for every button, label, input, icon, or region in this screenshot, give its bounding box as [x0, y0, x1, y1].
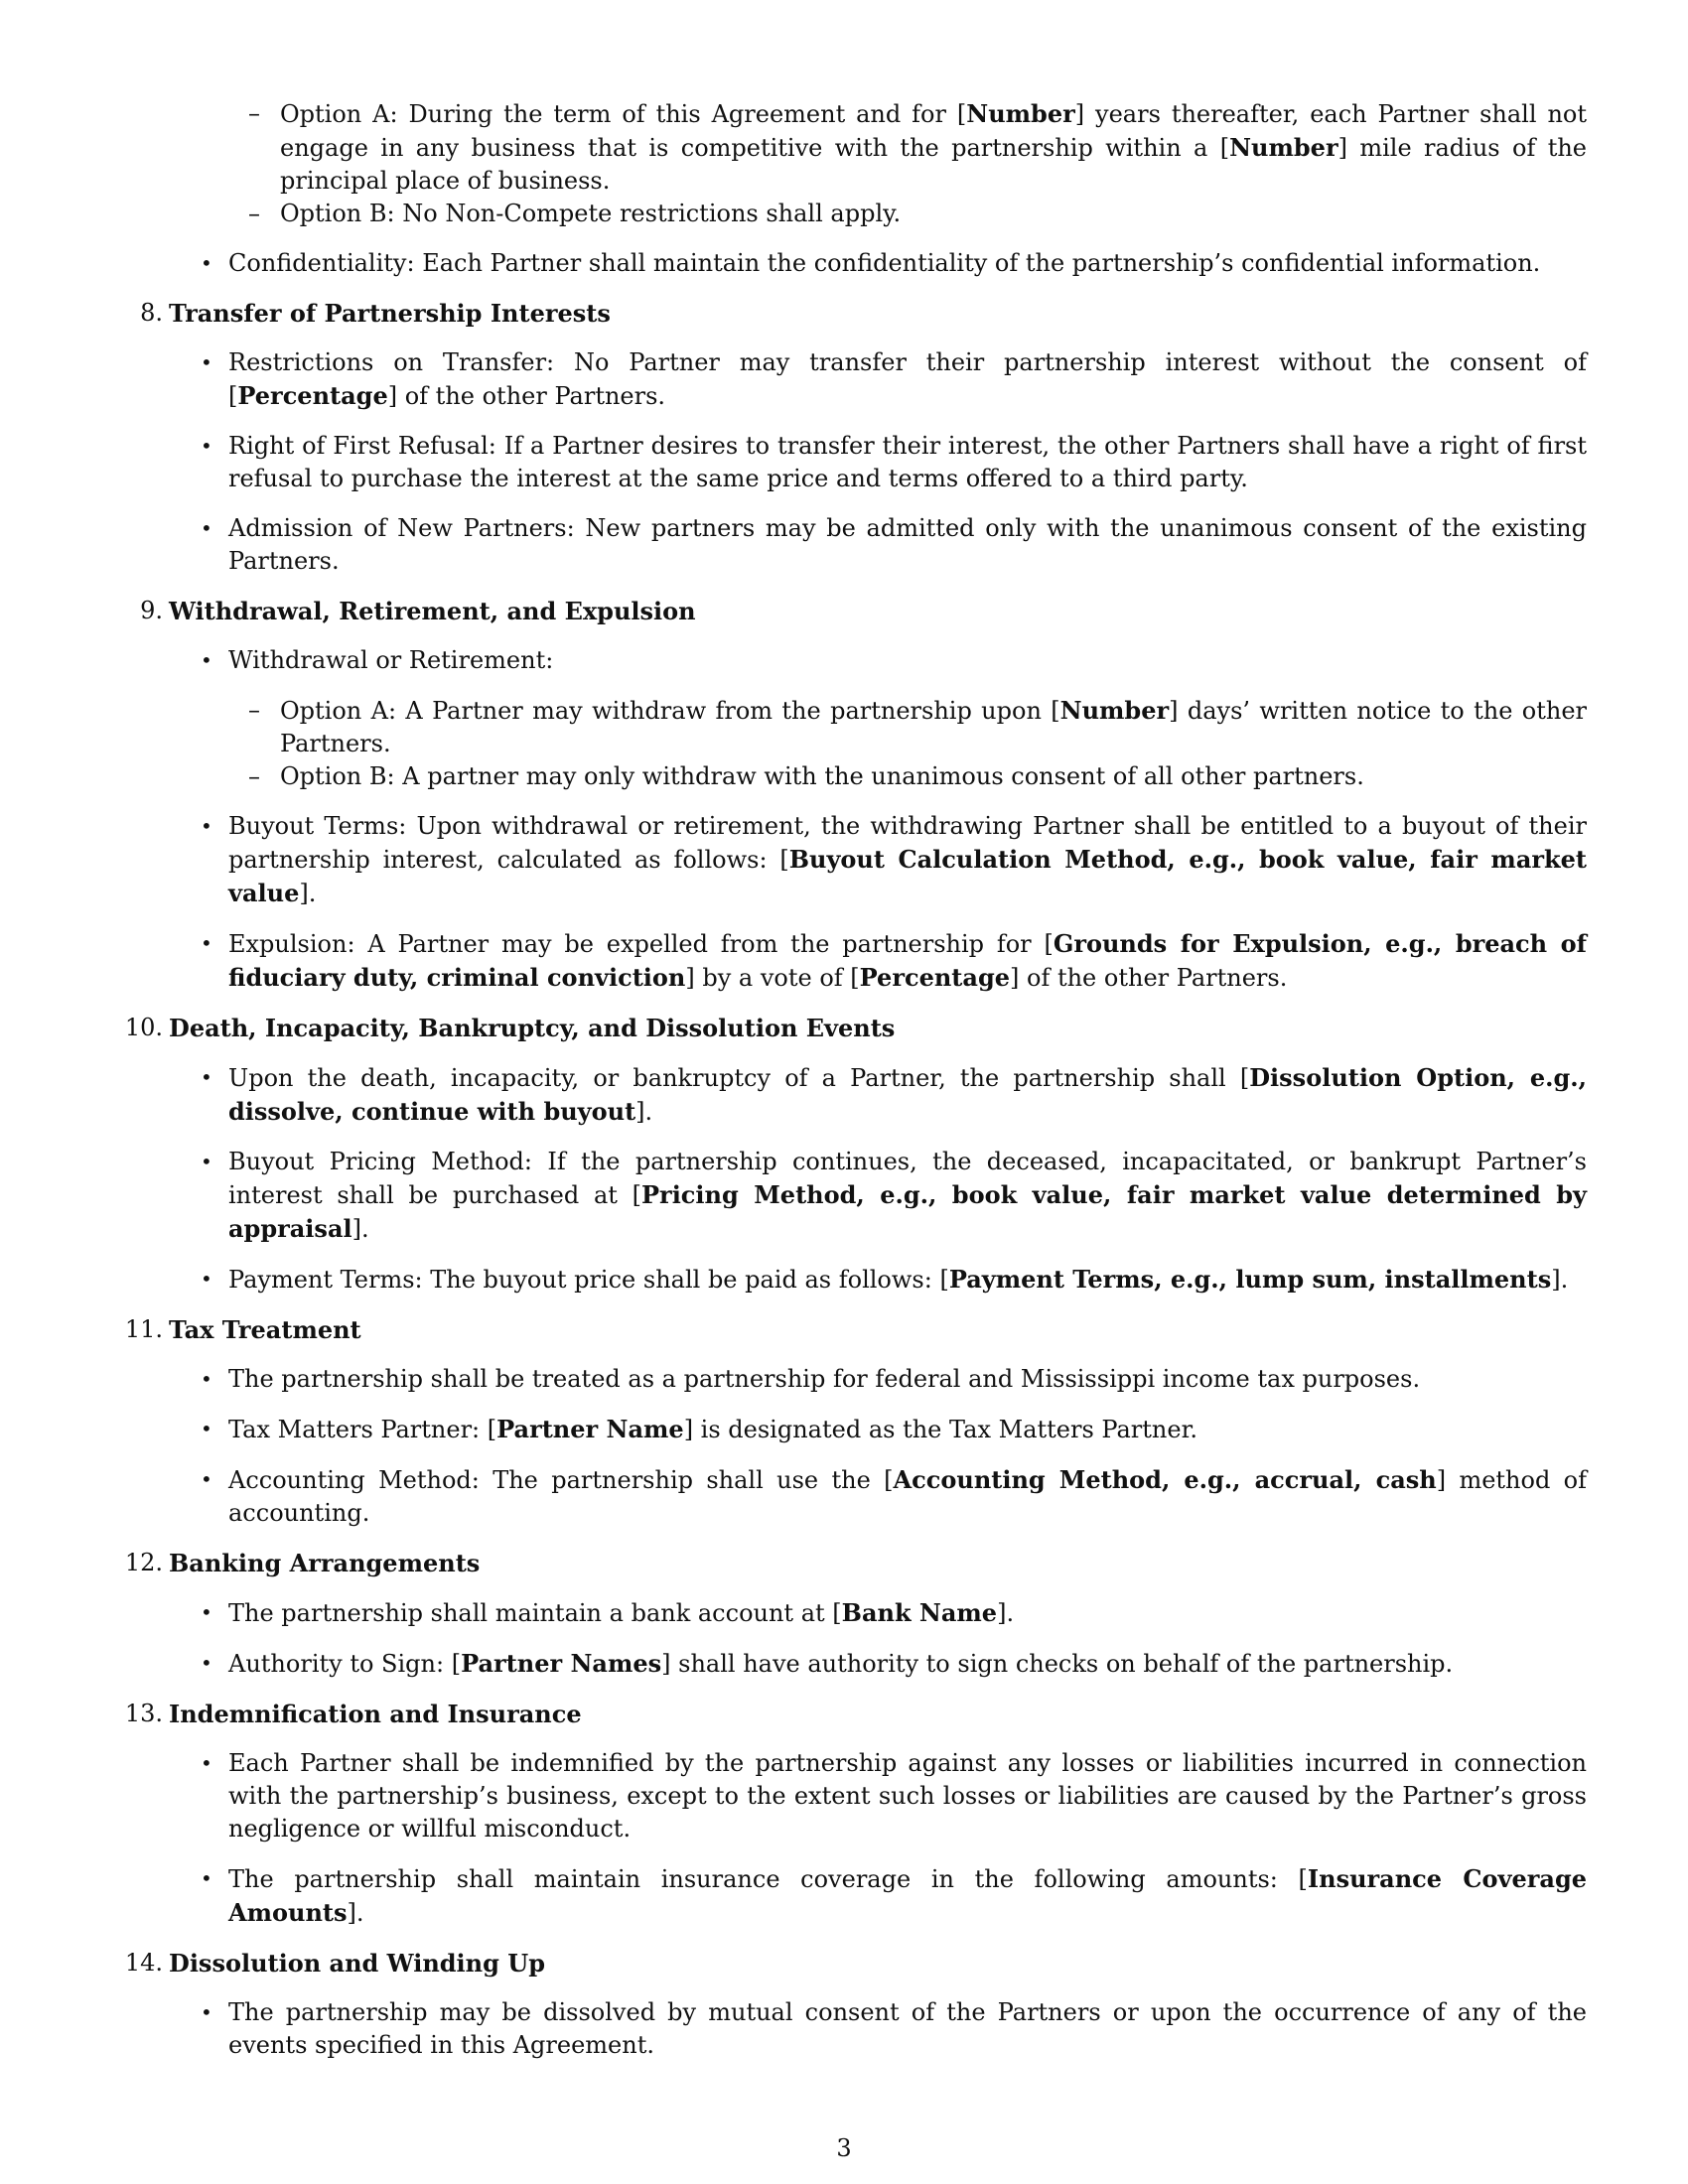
list-item: • Admission of New Partners: New partners may be admitted only with the unanimous consent of the existing Partners.	[201, 514, 1587, 575]
page-number: 3	[836, 2134, 852, 2162]
withdrawal-option-b: – Option B: A partner may only withdraw with the unanimous consent of all other partners.	[109, 760, 1589, 793]
document-body	[109, 97, 1589, 2062]
section-12-heading	[109, 1547, 1589, 1579]
list-item: • The partnership shall maintain a bank account at [Bank Name].	[201, 1598, 1015, 1627]
bullet-marker: •	[201, 1367, 212, 1391]
section-number: 9.	[140, 597, 163, 624]
section-number: 11.	[124, 1315, 163, 1343]
section-title: Indemnification and Insurance	[169, 1700, 582, 1728]
list-item: • Expulsion: A Partner may be expelled from the partnership for [Grounds for Expulsion, e.g., breach of fiduciary duty, criminal conviction] by a vote of [Percentage] of the other Partners.	[201, 929, 1587, 992]
noncompete-option-b: – Option B: No Non-Compete restrictions shall apply.	[109, 198, 1589, 230]
section-title: Dissolution and Winding Up	[169, 1949, 545, 1978]
list-item: • Right of First Refusal: If a Partner desires to transfer their interest, the other Partners shall have a right of first refusal to purchase the interest at the same price and terms offered to a third party.	[201, 432, 1587, 492]
bullet-marker: •	[201, 434, 212, 458]
list-item: • Each Partner shall be indemnified by the partnership against any losses or liabilities incurred in connection with the partnership’s business, except to the extent such losses or liabilities are caused by the Partner’s gross negligence or willful misconduct.	[201, 1749, 1587, 1843]
section-number: 14.	[124, 1949, 163, 1977]
section-number: 13.	[124, 1700, 163, 1727]
section-8-heading	[109, 297, 1589, 330]
bullet-marker: •	[201, 931, 212, 955]
bullet-marker: •	[201, 1065, 212, 1089]
section-14-heading	[109, 1947, 1589, 1979]
list-item: • Tax Matters Partner: [Partner Name] is designated as the Tax Matters Partner.	[201, 1415, 1198, 1443]
section-title: Death, Incapacity, Bankruptcy, and Dissolution Events	[169, 1014, 896, 1042]
bullet-marker: •	[201, 1651, 212, 1675]
bullet-marker: •	[201, 251, 212, 275]
withdrawal-option-a: – Option A: A Partner may withdraw from the partnership upon [Number] days’ written notice to the other Partners.	[248, 696, 1587, 757]
list-item: • Buyout Terms: Upon withdrawal or retirement, the withdrawing Partner shall be entitled to a buyout of their partnership interest, calculated as follows: [Buyout Calculation Method, e.g., book value, fair market value].	[201, 812, 1587, 907]
section-9-heading	[109, 595, 1589, 627]
dash-marker: –	[248, 696, 260, 724]
bullet-marker: •	[201, 350, 212, 374]
bullet-marker: •	[201, 516, 212, 540]
list-item: • Payment Terms: The buyout price shall be paid as follows: [Payment Terms, e.g., lump sum, installments].	[201, 1265, 1569, 1294]
section-number: 8.	[140, 299, 163, 327]
section-title: Withdrawal, Retirement, and Expulsion	[169, 597, 696, 625]
bullet-marker: •	[201, 1150, 212, 1173]
bullet-marker: •	[201, 2000, 212, 2024]
list-item: • The partnership may be dissolved by mutual consent of the Partners or upon the occurrence of any of the events specified in this Agreement.	[201, 1998, 1587, 2059]
noncompete-option-a: – Option A: During the term of this Agreement and for [Number] years thereafter, each Partner shall not engage in any business that is competitive with the partnership within a [Number] mile radius of the principal place of business.	[248, 99, 1588, 195]
section-title: Tax Treatment	[169, 1315, 361, 1344]
list-item: • Upon the death, incapacity, or bankruptcy of a Partner, the partnership shall [Dissolution Option, e.g., dissolve, continue with buyout].	[201, 1063, 1588, 1126]
bullet-marker: •	[201, 1600, 212, 1624]
bullet-marker: •	[201, 1417, 212, 1440]
dash-marker: –	[248, 762, 260, 790]
list-item: • Buyout Pricing Method: If the partnership continues, the deceased, incapacitated, or bankrupt Partner’s interest shall be purchased at [Pricing Method, e.g., book value, fair market value determined by appraisal].	[201, 1148, 1588, 1243]
bullet-marker: •	[201, 1751, 212, 1775]
section-13-heading	[109, 1698, 1589, 1730]
section-number: 10.	[124, 1014, 163, 1041]
confidentiality-item: • Confidentiality: Each Partner shall maintain the confidentiality of the partnership’s confidential information.	[109, 247, 1589, 280]
bullet-marker: •	[201, 1866, 212, 1890]
dash-marker: –	[248, 200, 260, 227]
bullet-marker: •	[201, 648, 212, 672]
section-11-heading	[109, 1313, 1589, 1346]
list-item: • Authority to Sign: [Partner Names] shall have authority to sign checks on behalf of the partnership.	[201, 1649, 1454, 1678]
section-title: Banking Arrangements	[169, 1549, 481, 1577]
section-10-heading	[109, 1012, 1589, 1044]
bullet-marker: •	[201, 1467, 212, 1491]
section-number: 12.	[124, 1549, 163, 1576]
bullet-marker: •	[201, 1267, 212, 1291]
bullet-marker: •	[201, 814, 212, 838]
section-title: Transfer of Partnership Interests	[169, 299, 611, 328]
list-item: • The partnership shall maintain insurance coverage in the following amounts: [Insurance Coverage Amounts].	[201, 1864, 1588, 1927]
list-item: • Restrictions on Transfer: No Partner may transfer their partnership interest without the consent of [Percentage] of the other Partners.	[201, 348, 1587, 410]
list-item: • Accounting Method: The partnership shall use the [Accounting Method, e.g., accrual, cash] method of accounting.	[201, 1465, 1588, 1527]
dash-marker: –	[248, 99, 260, 127]
list-item: • Withdrawal or Retirement:	[109, 644, 1589, 677]
list-item: • The partnership shall be treated as a partnership for federal and Mississippi income tax purposes.	[109, 1363, 1589, 1396]
